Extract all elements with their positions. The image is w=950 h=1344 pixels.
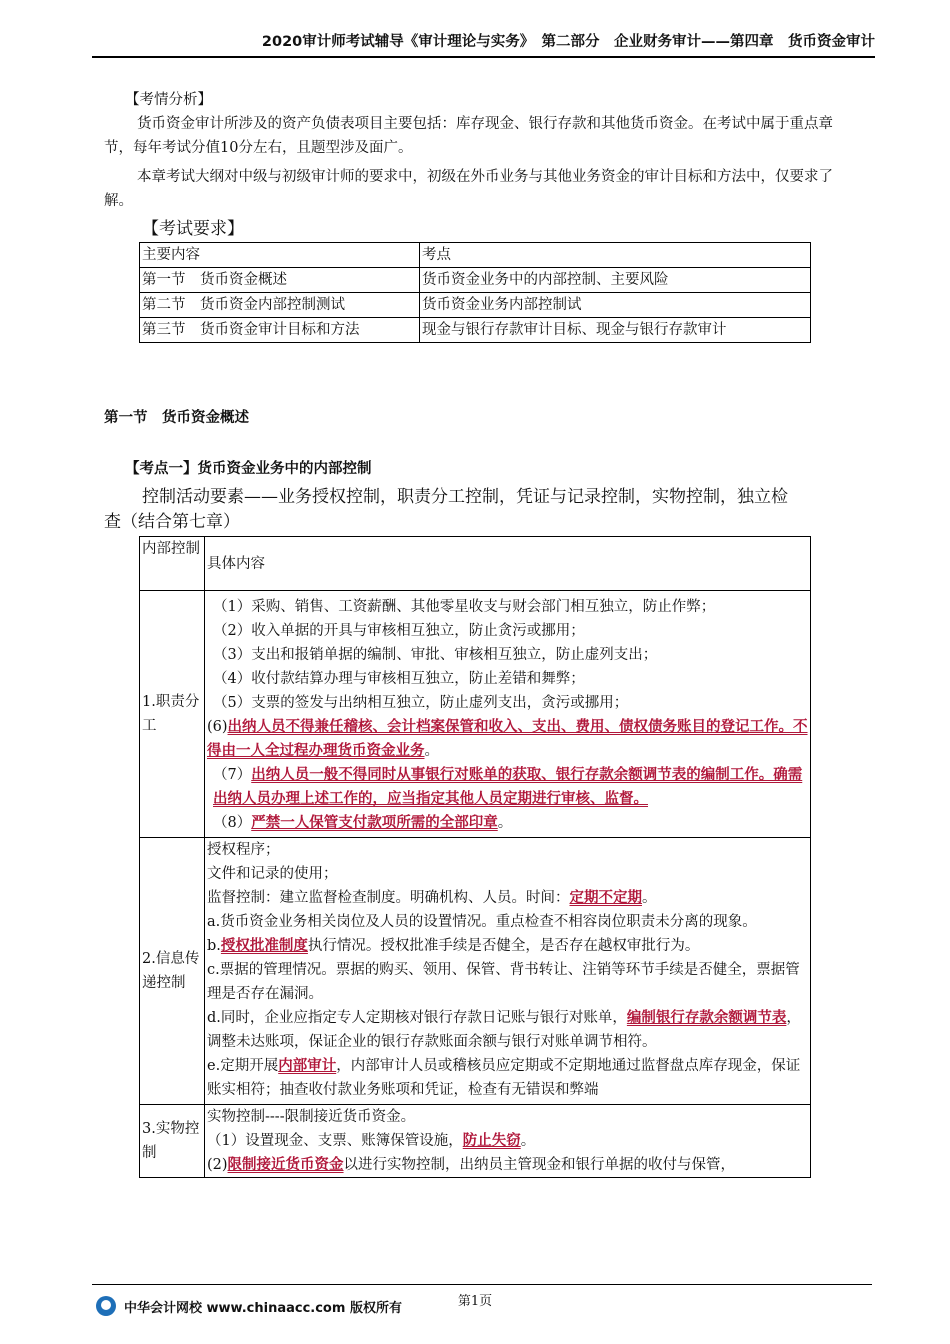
table-cell	[205, 838, 811, 1105]
table-cell: 第一节 货币资金概述	[140, 268, 420, 293]
list-item	[207, 1153, 808, 1177]
list-item	[207, 715, 808, 763]
list-marker: (2)	[207, 1157, 228, 1173]
analysis-paragraph-1: 货币资金审计所涉及的资产负债表项目主要包括：库存现金、银行存款和其他货币资金。在考试中属于重点章节，每年考试分值10分左右，且题型涉及面广。	[104, 116, 833, 156]
list-item	[207, 1129, 808, 1153]
row-label-information-control: 2.信息传递控制	[140, 838, 205, 1105]
page-number: 第1页	[457, 1294, 493, 1309]
control-elements-line-2: 查（结合第七章）	[104, 512, 240, 532]
punctuation: 。	[424, 743, 439, 759]
list-item	[207, 763, 808, 811]
list-item: （2）收入单据的开具与审核相互独立，防止贪污或挪用；	[213, 623, 585, 639]
analysis-paragraph-2: 本章考试大纲对中级与初级审计师的要求中，初级在外币业务与其他业务资金的审计目标和方法中，仅要求了解。	[104, 169, 833, 209]
control-elements-line-1: 控制活动要素——业务授权控制，职责分工控制，凭证与记录控制，实物控制，独立检	[142, 487, 788, 507]
table-cell	[205, 1105, 811, 1178]
table-cell	[205, 591, 811, 838]
text: 监督控制：建立监督检查制度。明确机构、人员。时间：	[207, 890, 570, 906]
table-row	[140, 318, 811, 343]
analysis-heading: 【考情分析】	[125, 92, 212, 108]
punctuation: 。	[497, 815, 513, 831]
table-row	[140, 243, 811, 268]
highlighted-text: 严禁一人保管支付款项所需的全部印章	[251, 815, 498, 831]
table-cell: 货币资金业务内部控制试	[420, 293, 811, 318]
table-cell: 货币资金业务中的内部控制、主要风险	[420, 268, 811, 293]
list-marker: (6)	[207, 719, 228, 735]
table-row	[140, 591, 811, 838]
table-cell: 第三节 货币资金审计目标和方法	[140, 318, 420, 343]
text: d.同时，企业应指定专人定期核对银行存款日记账与银行对账单，	[207, 1010, 627, 1026]
text: 以进行实物控制，出纳员主管现金和银行单据的收付与保管，	[343, 1157, 736, 1173]
text: （1）设置现金、支票、账簿保管设施，	[207, 1133, 463, 1149]
list-item	[207, 811, 808, 835]
list-item: 实物控制----限制接近货币资金。	[207, 1109, 416, 1125]
list-item: （3）支出和报销单据的编制、审批、审核相互独立，防止虚列支出；	[213, 647, 658, 663]
highlighted-text: 授权批准制度	[220, 938, 308, 954]
highlighted-text: 出纳人员一般不得同时从事银行对账单的获取、银行存款余额调节表的编制工作。确需出纳人员办理上述工作的，应当指定其他人员定期进行审核、监督。	[213, 767, 803, 807]
highlighted-text: 出纳人员不得兼任稽核、会计档案保管和收入、支出、费用、债权债务账目的登记工作。不得由一人全过程办理货币资金业务	[207, 719, 808, 759]
list-item	[207, 1054, 808, 1102]
point-heading: 【考点一】货币资金业务中的内部控制	[125, 461, 372, 477]
table-cell: 第二节 货币资金内部控制测试	[140, 293, 420, 318]
list-item	[207, 934, 808, 958]
table-header-cell: 主要内容	[140, 243, 420, 268]
list-item: c.票据的管理情况。票据的购买、领用、保管、背书转让、注销等环节手续是否健全，票据管理是否存在漏洞。	[207, 962, 800, 1002]
list-item: 文件和记录的使用；	[207, 866, 338, 882]
list-item: （4）收付款结算办理与审核相互独立，防止差错和舞弊；	[213, 671, 585, 687]
highlighted-text: 防止失窃	[462, 1133, 521, 1149]
row-label-division-of-duties: 1.职责分工	[140, 591, 205, 838]
table-row	[140, 537, 811, 591]
table-cell: 现金与银行存款审计目标、现金与银行存款审计	[420, 318, 811, 343]
text: b.	[207, 938, 221, 954]
list-marker: （8）	[213, 815, 252, 831]
footer-brand: 中华会计网校 www.chinaacc.com 版权所有	[124, 1301, 402, 1316]
table-row	[140, 293, 811, 318]
footer-rule	[92, 1284, 872, 1285]
text: e.定期开展	[207, 1058, 279, 1074]
list-marker: （7）	[213, 767, 252, 783]
exam-requirements-table	[139, 242, 811, 343]
punctuation: 。	[642, 890, 657, 906]
highlighted-text: 限制接近货币资金	[227, 1157, 344, 1173]
list-item: 授权程序；	[207, 842, 280, 858]
list-item: a.货币资金业务相关岗位及人员的设置情况。重点检查不相容岗位职责未分离的现象。	[207, 914, 757, 930]
punctuation: 。	[520, 1133, 536, 1149]
table-row	[140, 1105, 811, 1178]
table-header-cell: 具体内容	[205, 537, 811, 591]
list-item	[207, 1006, 808, 1054]
text: ，内部审计人员或稽核员应定期或不定期地通过监督盘点库存现金，保证账实相符；抽查收付款业务账项和凭证，检查有无错误和弊端	[207, 1058, 801, 1098]
highlighted-text: 编制银行存款余额调节表	[626, 1010, 787, 1026]
list-item: （1）采购、销售、工资薪酬、其他零星收支与财会部门相互独立，防止作弊；	[213, 599, 716, 615]
row-label-physical-control: 3.实物控制	[140, 1105, 205, 1178]
header-rule	[92, 57, 875, 58]
text: 执行情况。授权批准手续是否健全，是否存在越权审批行为。	[307, 938, 700, 954]
table-header-cell: 考点	[420, 243, 811, 268]
table-row	[140, 838, 811, 1105]
highlighted-text: 定期不定期	[569, 890, 642, 906]
page-header: 2020审计师考试辅导《审计理论与实务》 第二部分 企业财务审计——第四章 货币资金审计	[92, 30, 875, 58]
text: ，调整未达账项，保证企业的银行存款账面余额与银行对账单调节相符。	[207, 1010, 801, 1050]
internal-control-table	[139, 536, 811, 1178]
list-item	[207, 886, 808, 910]
table-row	[140, 268, 811, 293]
section-title: 第一节 货币资金概述	[104, 410, 249, 426]
list-item: （5）支票的签发与出纳相互独立，防止虚列支出，贪污或挪用；	[213, 695, 629, 711]
table-header-cell: 内部控制	[140, 537, 205, 591]
exam-heading: 【考试要求】	[142, 219, 244, 239]
highlighted-text: 内部审计	[278, 1058, 337, 1074]
